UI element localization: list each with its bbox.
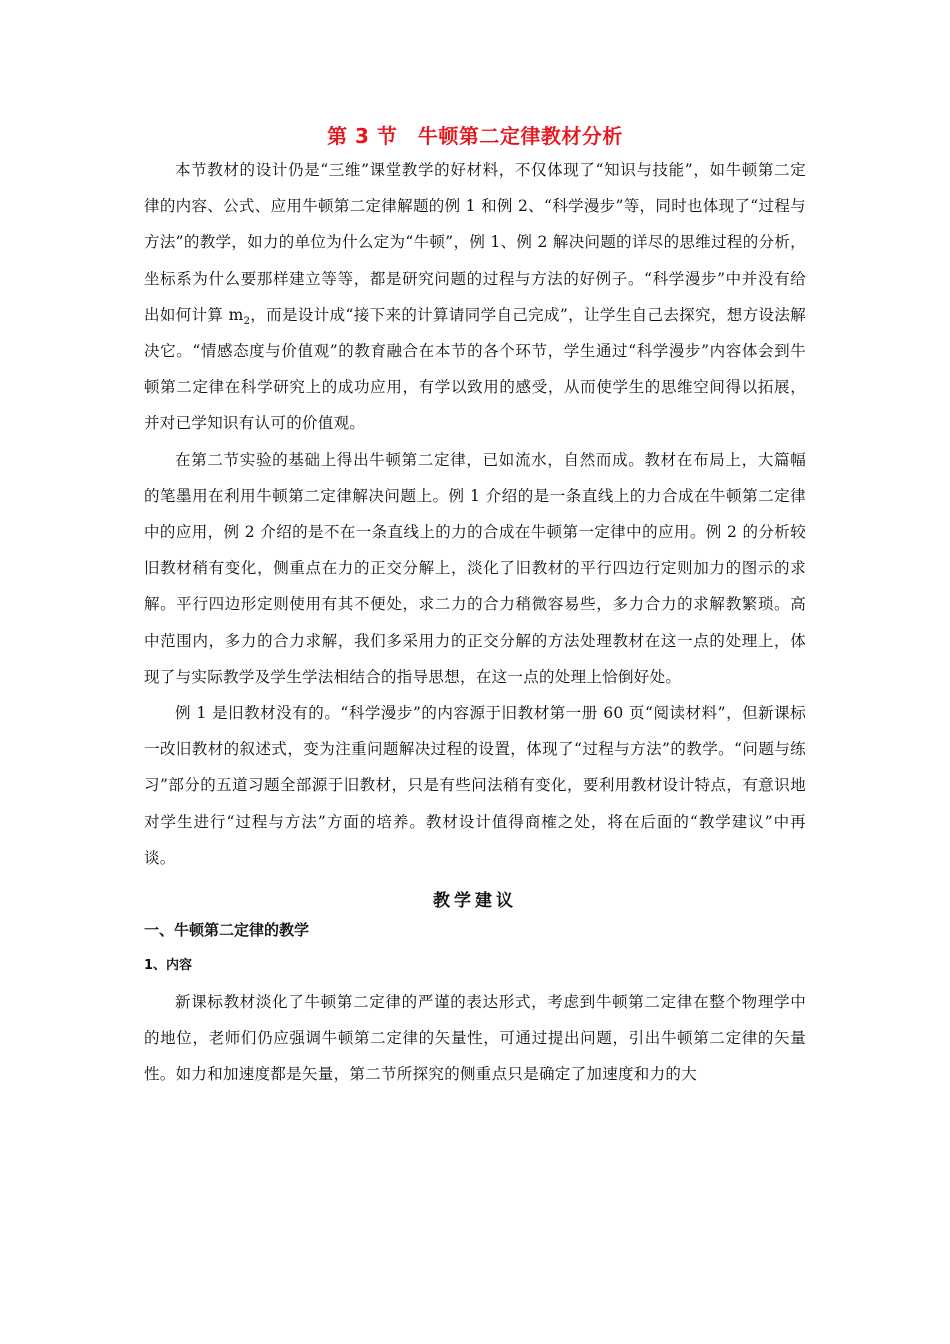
document-page (144, 120, 806, 1093)
paragraph-1-text-b: ，而是设计成“接下来的计算请同学自己完成”，让学生自己去探究，想方设法解决它。“情感态度与价值观”的教育融合在本节的各个环节，学生通过“科学漫步”内容体会到牛顿第二定律在科学研究上的成功应用，有学以致用的感受，从而使学生的思维空间得以拓展，并对已学知识有认可的价值观。 (144, 305, 806, 433)
paragraph-2: 在第二节实验的基础上得出牛顿第二定律，已如流水，自然而成。教材在布局上，大篇幅的笔墨用在利用牛顿第二定律解决问题上。例 1 介绍的是一条直线上的力合成在牛顿第二定律中的应用，例 2 介绍的是不在一条直线上的力的合成在牛顿第一定律中的应用。例 2 的分析较旧教材稍有变化，侧重点在力的正交分解上，淡化了旧教材的平行四边行定则加力的图示的求解。平行四边形定则使用有其不便处，求二力的合力稍微容易些，多力合力的求解教繁琐。高中范围内，多力的合力求解，我们多采用力的正交分解的方法处理教材在这一点的处理上，体现了与实际教学及学生学法相结合的指导思想，在这一点的处理上恰倒好处。 (144, 450, 806, 686)
heading-level-1: 一、牛顿第二定律的教学 (144, 921, 310, 940)
page-title: 第 3 节 牛顿第二定律教材分析 (327, 124, 623, 148)
heading-level-2: 1、内容 (144, 958, 193, 974)
paragraph-3: 例 1 是旧教材没有的。“科学漫步”的内容源于旧教材第一册 60 页“阅读材料”，但新课标一改旧教材的叙述式，变为注重问题解决过程的设置，体现了“过程与方法”的教学。“问题与练习”部分的五道习题全部源于旧教材，只是有些问法稍有变化，要利用教材设计特点，有意识地对学生进行“过程与方法”方面的培养。教材设计值得商榷之处，将在后面的“教学建议”中再谈。 (144, 704, 806, 867)
paragraph-1 (144, 152, 806, 442)
subscript-2: 2 (243, 315, 251, 327)
section-title: 教学建议 (433, 891, 517, 912)
paragraph-4: 新课标教材淡化了牛顿第二定律的严谨的表达形式，考虑到牛顿第二定律在整个物理学中的地位，老师们仍应强调牛顿第二定律的矢量性，可通过提出问题，引出牛顿第二定律的矢量性。如力和加速度都是矢量，第二节所探究的侧重点只是确定了加速度和力的大 (144, 993, 806, 1084)
paragraph-1-text-a: 本节教材的设计仍是“三维”课堂教学的好材料，不仅体现了“知识与技能”，如牛顿第二定律的内容、公式、应用牛顿第二定律解题的例 1 和例 2、“科学漫步”等，同时也体现了“过程与方法”的教学，如力的单位为什么定为“牛顿”，例 1、例 2 解决问题的详尽的思维过程的分析，坐标系为什么要那样建立等等，都是研究问题的过程与方法的好例子。“科学漫步”中并没有给出如何计算 m (144, 161, 806, 324)
